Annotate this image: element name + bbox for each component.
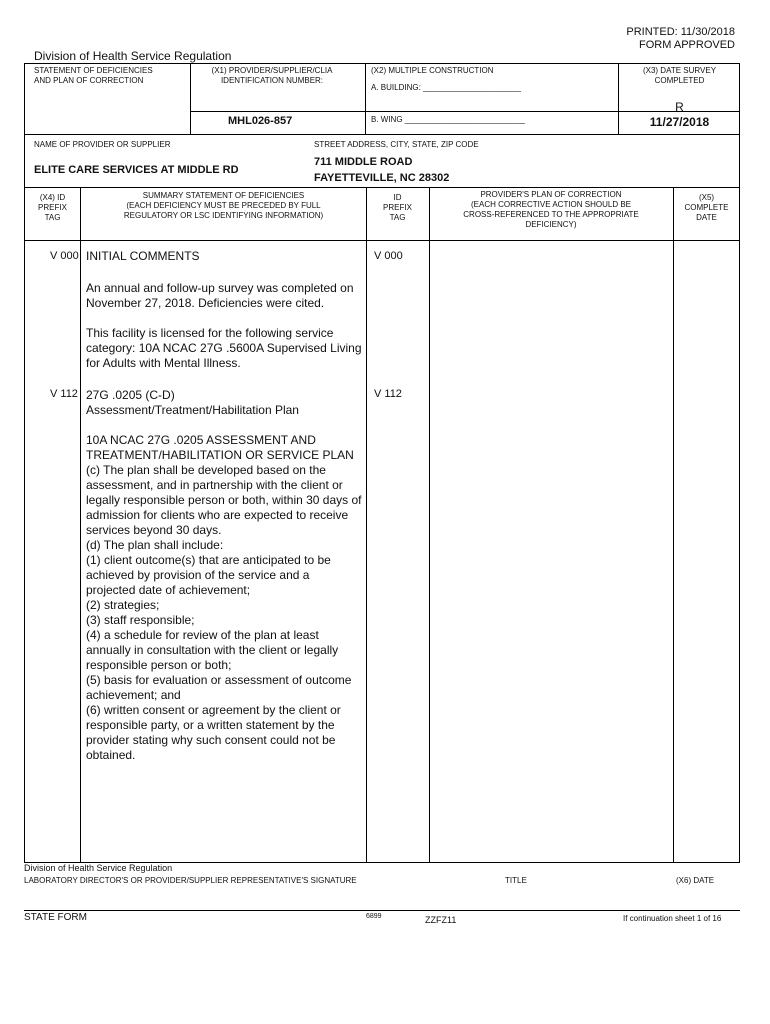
footer-division: Division of Health Service Regulation <box>24 863 173 873</box>
id-tag-v112: V 112 <box>374 388 402 400</box>
rule-line: (d) The plan shall include: <box>86 538 224 552</box>
x1-label-line: IDENTIFICATION NUMBER: <box>220 76 324 85</box>
x4-header-line: PREFIX <box>38 203 67 212</box>
id-tag-v000: V 000 <box>374 250 403 262</box>
id-header <box>366 193 429 223</box>
state-form: STATE FORM <box>24 912 87 923</box>
deficiency-text <box>86 249 362 763</box>
x5-header-line: DATE <box>696 213 717 222</box>
x4-header-line: TAG <box>44 213 61 222</box>
plan-header <box>429 190 673 230</box>
x3-label-line: (X3) DATE SURVEY <box>642 66 717 75</box>
x5-header-line: COMPLETE <box>684 203 729 212</box>
survey-r: R <box>675 100 684 114</box>
x4-header <box>24 193 81 223</box>
initial-comments-title: INITIAL COMMENTS <box>86 249 200 263</box>
rule-line: (1) client outcome(s) that are anticipated to be achieved by provision of the service and a projected date of achievement; <box>86 553 331 597</box>
x3-label-line: COMPLETED <box>654 76 705 85</box>
rule-line: (4) a schedule for review of the plan at least annually in consultation with the client or legally responsible person or both; <box>86 628 339 672</box>
form-code: 6899 <box>366 913 382 920</box>
signature-label: LABORATORY DIRECTOR'S OR PROVIDER/SUPPLIER REPRESENTATIVE'S SIGNATURE <box>24 876 357 885</box>
id-header-line: ID <box>393 193 402 202</box>
provider-name-label: NAME OF PROVIDER OR SUPPLIER <box>34 140 171 149</box>
survey-date: 11/27/2018 <box>649 115 710 129</box>
x1-label-line: (X1) PROVIDER/SUPPLIER/CLIA <box>211 66 333 75</box>
id-header-line: PREFIX <box>383 203 412 212</box>
x3-label <box>619 66 740 86</box>
tag-v000: V 000 <box>50 250 79 262</box>
provider-id: MHL026-857 <box>228 115 293 127</box>
rule-title: 27G .0205 (C-D) <box>86 388 175 402</box>
plan-header-line: (EACH CORRECTIVE ACTION SHOULD BE <box>470 200 632 209</box>
plan-header-line: DEFICIENCY) <box>525 220 577 229</box>
statement-line: AND PLAN OF CORRECTION <box>34 76 144 85</box>
rule-subtitle: Assessment/Treatment/Habilitation Plan <box>86 403 299 417</box>
summary-header-line: REGULATORY OR LSC IDENTIFYING INFORMATION) <box>123 211 324 220</box>
provider-name: ELITE CARE SERVICES AT MIDDLE RD <box>34 164 239 176</box>
x1-label <box>192 66 352 86</box>
title-label: TITLE <box>505 876 527 885</box>
printed-date: PRINTED: 11/30/2018 <box>626 26 735 38</box>
x4-header-line: (X4) ID <box>39 193 66 202</box>
rule-line: (5) basis for evaluation or assessment of outcome achievement; and <box>86 673 352 702</box>
rule-line: (2) strategies; <box>86 598 160 612</box>
date-label: (X6) DATE <box>676 876 715 885</box>
building-field: A. BUILDING: ______________________ <box>371 83 521 92</box>
rule-line: (6) written consent or agreement by the client or responsible party, or a written statement by the provider stating why such consent could not be obtained. <box>86 703 341 762</box>
statement-line: STATEMENT OF DEFICIENCIES <box>34 66 153 75</box>
summary-header <box>81 191 366 221</box>
print-header <box>626 26 735 52</box>
address-line-2: FAYETTEVILLE, NC 28302 <box>314 172 450 184</box>
plan-header-line: PROVIDER'S PLAN OF CORRECTION <box>480 190 622 199</box>
wing-field: B. WING ___________________________ <box>371 115 525 124</box>
form-id: ZZFZ11 <box>425 915 457 925</box>
summary-header-line: (EACH DEFICIENCY MUST BE PRECEDED BY FULL <box>126 201 321 210</box>
rule-line: (c) The plan shall be developed based on the assessment, and in partnership with the client or legally responsible person or both, within 30 days of admission for clients who are expected to receive services beyond 30 days. <box>86 463 362 537</box>
statement-label <box>34 66 153 86</box>
rule-line: (3) staff responsible; <box>86 613 195 627</box>
rule-heading: 10A NCAC 27G .0205 ASSESSMENT AND TREATMENT/HABILITATION OR SERVICE PLAN <box>86 433 354 462</box>
continuation-sheet: If continuation sheet 1 of 16 <box>623 914 722 923</box>
x5-header <box>673 193 740 223</box>
address-label: STREET ADDRESS, CITY, STATE, ZIP CODE <box>314 140 479 149</box>
summary-header-line: SUMMARY STATEMENT OF DEFICIENCIES <box>142 191 305 200</box>
division-title: Division of Health Service Regulation <box>34 49 232 63</box>
form-approved: FORM APPROVED <box>639 39 735 51</box>
id-header-line: TAG <box>389 213 406 222</box>
x2-label: (X2) MULTIPLE CONSTRUCTION <box>371 66 494 75</box>
tag-v112: V 112 <box>50 388 78 400</box>
x5-header-line: (X5) <box>698 193 715 202</box>
address-line-1: 711 MIDDLE ROAD <box>314 156 413 168</box>
license-paragraph: This facility is licensed for the following service category: 10A NCAC 27G .5600A Supervised Living for Adults with Mental Illness. <box>86 326 362 370</box>
survey-paragraph: An annual and follow-up survey was completed on November 27, 2018. Deficiencies were cited. <box>86 281 354 310</box>
plan-header-line: CROSS-REFERENCED TO THE APPROPRIATE <box>463 210 639 219</box>
